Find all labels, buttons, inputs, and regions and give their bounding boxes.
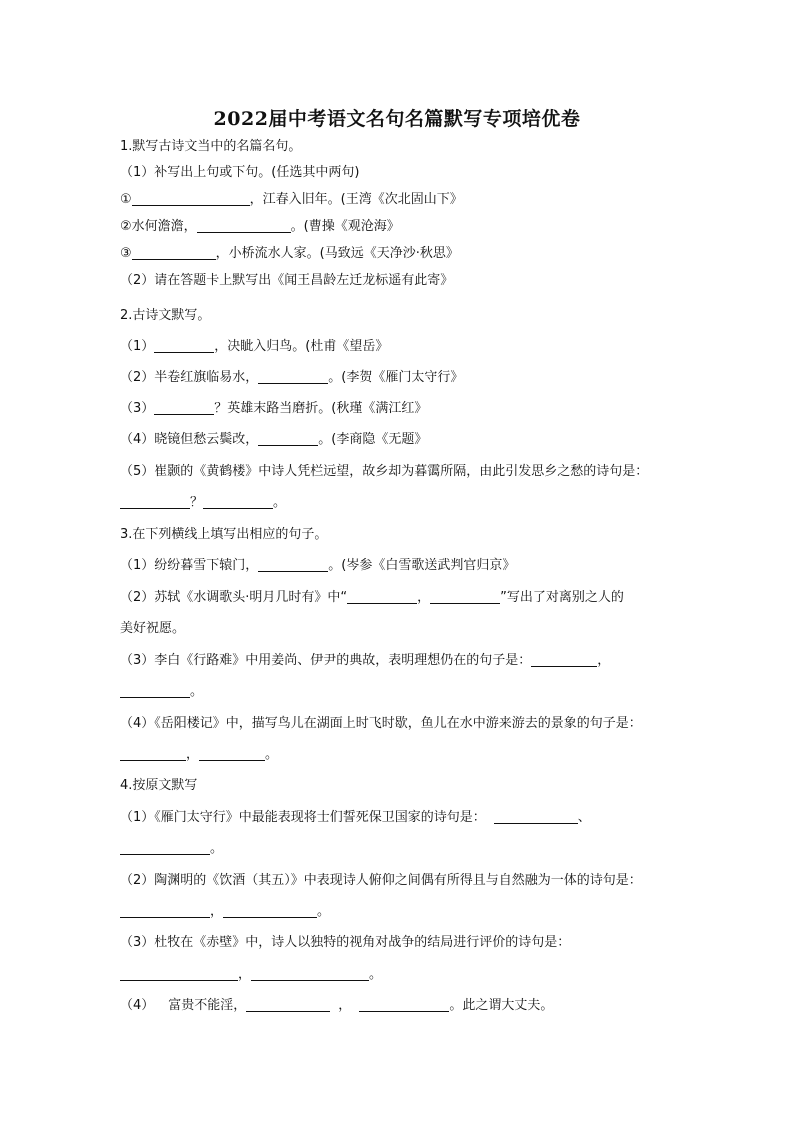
- q2-line-3: [120, 400, 427, 418]
- q4-line-2: （2）陶渊明的《饮酒（其五）》中表现诗人俯仰之间偶有所得且与自然融为一体的诗句是：: [120, 873, 642, 888]
- q3-line-1: [120, 557, 515, 575]
- q3-line-2: [120, 589, 624, 607]
- q3-l4-end: 。: [265, 747, 279, 762]
- answer-blank[interactable]: [120, 966, 238, 981]
- q3-line-4: （4）《岳阳楼记》中，描写鸟儿在湖面上时飞时歇，鱼儿在水中游来游去的景象的句子是：: [120, 716, 642, 731]
- answer-blank[interactable]: [197, 218, 291, 233]
- answer-blank[interactable]: [120, 840, 210, 855]
- answer-blank[interactable]: [258, 557, 328, 572]
- answer-blank[interactable]: [154, 338, 214, 353]
- q4-line-4: [120, 997, 553, 1015]
- q4-line-1-cont: [120, 840, 223, 858]
- q3-l4-comma: ，: [186, 747, 200, 762]
- answer-blank[interactable]: [132, 245, 216, 260]
- q4-l2-end: 。: [317, 904, 331, 919]
- q2-l3-prefix: （3）: [120, 401, 155, 416]
- answer-blank[interactable]: [120, 903, 210, 918]
- q2-line-5-answers: [120, 494, 286, 512]
- answer-blank[interactable]: [120, 683, 190, 698]
- answer-blank[interactable]: [203, 494, 273, 509]
- answer-blank[interactable]: [120, 494, 190, 509]
- q2-l1-text: ，决眦入归鸟。(杜甫《望岳》: [214, 339, 389, 354]
- q4-heading: 4.按原文默写: [120, 778, 198, 793]
- q4-l1-separator: 、: [577, 810, 591, 825]
- q4-l1-end: 。: [210, 841, 224, 856]
- q4-line-3: （3）杜牧在《赤壁》中，诗人以独特的视角对战争的结局进行评价的诗句是：: [120, 935, 571, 950]
- q3-l3-comma: ，: [597, 653, 611, 668]
- q2-l2-text: （2）半卷红旗临易水，: [120, 370, 259, 385]
- q1-a-text: ，江春入旧年。(王湾《次北固山下》: [249, 192, 463, 207]
- answer-blank[interactable]: [132, 191, 250, 206]
- q4-line-1: [120, 809, 591, 827]
- q1-c-num: ③: [120, 246, 132, 261]
- answer-blank[interactable]: [223, 903, 317, 918]
- q2-l4-text: （4）晓镜但愁云鬓改，: [120, 432, 259, 447]
- q4-l1-text: （1）《雁门太守行》中最能表现将士们誓死保卫国家的诗句是：: [120, 810, 486, 825]
- q2-l3-text: ？英雄末路当磨折。(秋瑾《满江红》: [214, 401, 428, 416]
- answer-blank[interactable]: [246, 997, 330, 1012]
- q3-l1-source: 。(岑参《白雪歌送武判官归京》: [328, 558, 516, 573]
- q3-line-3: [120, 652, 610, 670]
- answer-blank[interactable]: [199, 746, 265, 761]
- q3-line-3-cont: [120, 683, 203, 701]
- q3-l3-text: （3）李白《行路难》中用姜尚、伊尹的典故，表明理想仍在的句子是：: [120, 653, 532, 668]
- answer-blank[interactable]: [258, 431, 318, 446]
- q1-item-c: [120, 245, 459, 263]
- q2-l4-source: 。(李商隐《无题》: [318, 432, 428, 447]
- q4-l3-end: 。: [369, 967, 383, 982]
- q3-line-2-cont: 美好祝愿。: [120, 621, 186, 636]
- q2-l1-prefix: （1）: [120, 339, 155, 354]
- page-title: 2022届中考语文名句名篇默写专项培优卷: [213, 108, 581, 130]
- q1-sub2: （2）请在答题卡上默写出《闻王昌龄左迁龙标遥有此寄》: [120, 273, 454, 288]
- answer-blank[interactable]: [359, 997, 449, 1012]
- q4-l3-comma: ，: [238, 967, 252, 982]
- q3-l2-text: （2）苏轼《水调歌头·明月几时有》中“: [120, 590, 348, 605]
- q2-l2-source: 。(李贺《雁门太守行》: [328, 370, 464, 385]
- q1-item-a: [120, 191, 463, 209]
- q4-l4-end: 。此之谓大丈夫。: [449, 998, 554, 1013]
- answer-blank[interactable]: [251, 966, 369, 981]
- q3-heading: 3.在下列横线上填写出相应的句子。: [120, 527, 328, 542]
- q4-l4-comma: ，: [338, 998, 352, 1013]
- q1-c-text: ，小桥流水人家。(马致远《天净沙·秋思》: [215, 246, 459, 261]
- q1-heading: 1.默写古诗文当中的名篇名句。: [120, 139, 302, 154]
- q2-line-5: （5）崔颢的《黄鹤楼》中诗人凭栏远望，故乡却为暮霭所隔，由此引发思乡之愁的诗句是：: [120, 464, 649, 479]
- answer-blank[interactable]: [154, 400, 214, 415]
- q1-b-text1: ②水何澹澹，: [120, 219, 197, 234]
- q4-line-3-answers: [120, 966, 382, 984]
- q1-sub1: （1）补写出上句或下句。(任选其中两句): [120, 165, 360, 180]
- answer-blank[interactable]: [120, 746, 186, 761]
- q1-a-num: ①: [120, 192, 132, 207]
- q2-l5-question-mark: ？: [190, 495, 204, 510]
- q2-l5-end: 。: [273, 495, 287, 510]
- q3-l1-text: （1）纷纷暮雪下辕门，: [120, 558, 259, 573]
- answer-blank[interactable]: [494, 809, 578, 824]
- q1-b-text2: 。(曹操《观沧海》: [290, 219, 400, 234]
- q1-item-b: [120, 218, 400, 236]
- q2-line-2: [120, 369, 463, 387]
- answer-blank[interactable]: [531, 652, 597, 667]
- answer-blank[interactable]: [258, 369, 328, 384]
- answer-blank[interactable]: [430, 589, 500, 604]
- q4-l4-prefix: （4）: [120, 998, 155, 1013]
- q3-l2-text-end: ”写出了对离别之人的: [500, 590, 624, 605]
- answer-blank[interactable]: [347, 589, 417, 604]
- q3-l3-end: 。: [190, 684, 204, 699]
- q2-line-4: [120, 431, 427, 449]
- q2-heading: 2.古诗文默写。: [120, 308, 211, 323]
- q4-l2-comma: ，: [210, 904, 224, 919]
- q4-line-2-answers: [120, 903, 330, 921]
- q4-l4-text: 富贵不能淫，: [168, 998, 247, 1013]
- q3-l2-comma: ，: [417, 590, 431, 605]
- q3-line-4-answers: [120, 746, 278, 764]
- q2-line-1: [120, 338, 388, 356]
